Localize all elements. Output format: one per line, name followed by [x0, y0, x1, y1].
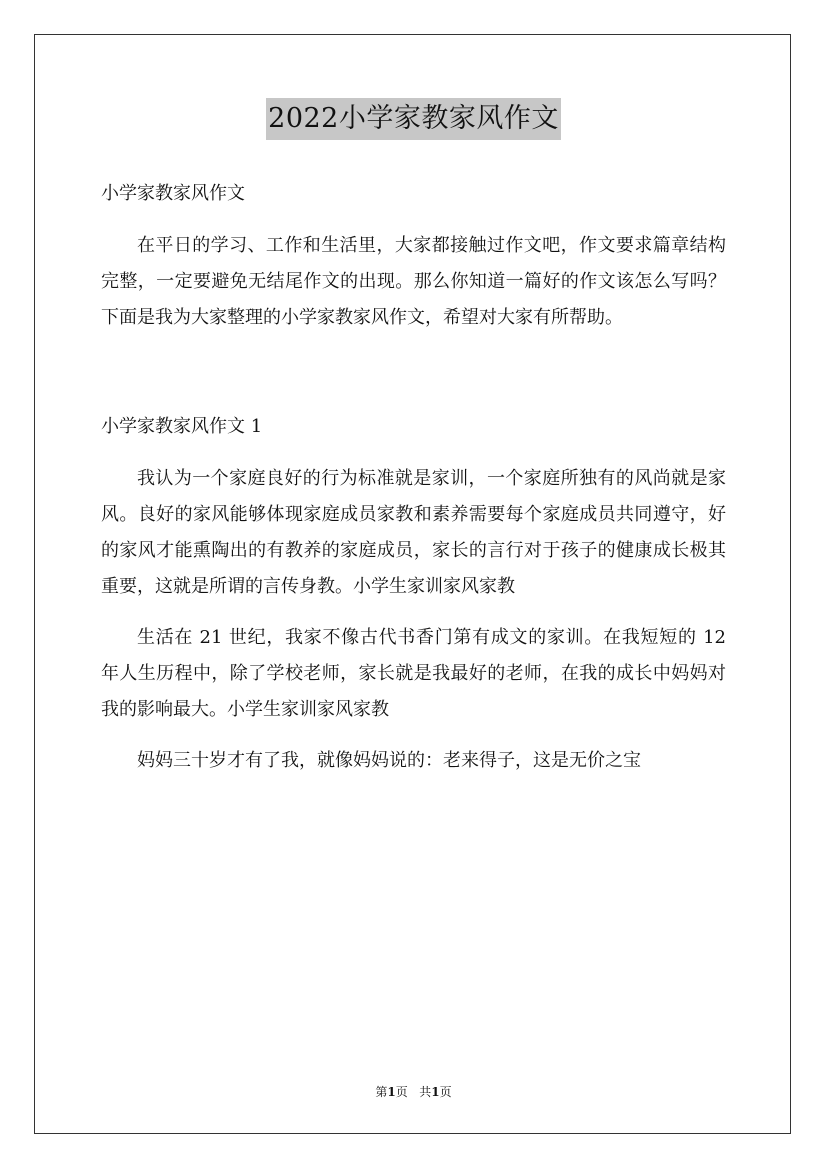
body-paragraph: 生活在 21 世纪，我家不像古代书香门第有成文的家训。在我短短的 12 年人生历程中，除了学校老师，家长就是我最好的老师，在我的成长中妈妈对我的影响最大。小学生家训家风家教: [101, 627, 726, 720]
total-prefix: 共: [419, 1085, 432, 1099]
page-prefix: 第: [375, 1085, 388, 1099]
title-container: [0, 98, 827, 140]
page-number: 1: [387, 1085, 396, 1099]
total-suffix: 页: [439, 1085, 452, 1099]
page-footer: [0, 1083, 827, 1101]
document-title: 2022小学家教家风作文: [266, 98, 561, 140]
document-body: [101, 178, 726, 779]
body-paragraph: 妈妈三十岁才有了我，就像妈妈说的：老来得子，这是无价之宝: [137, 750, 641, 771]
page-suffix: 页: [395, 1085, 408, 1099]
total-pages: 1: [431, 1085, 440, 1099]
body-paragraph: 我认为一个家庭良好的行为标准就是家训，一个家庭所独有的风尚就是家风。良好的家风能够体现家庭成员家教和素养需要每个家庭成员共同遵守，好的家风才能熏陶出的有教养的家庭成员，家长的言行对于孩子的健康成长极其重要，这就是所谓的言传身教。小学生家训家风家教: [101, 468, 726, 597]
document-subtitle: 小学家教家风作文: [101, 183, 245, 204]
intro-paragraph: 在平日的学习、工作和生活里，大家都接触过作文吧，作文要求篇章结构完整，一定要避免无结尾作文的出现。那么你知道一篇好的作文该怎么写吗？下面是我为大家整理的小学家教家风作文，希望对大家有所帮助。: [101, 235, 726, 328]
section-heading: 小学家教家风作文 1: [101, 416, 263, 437]
